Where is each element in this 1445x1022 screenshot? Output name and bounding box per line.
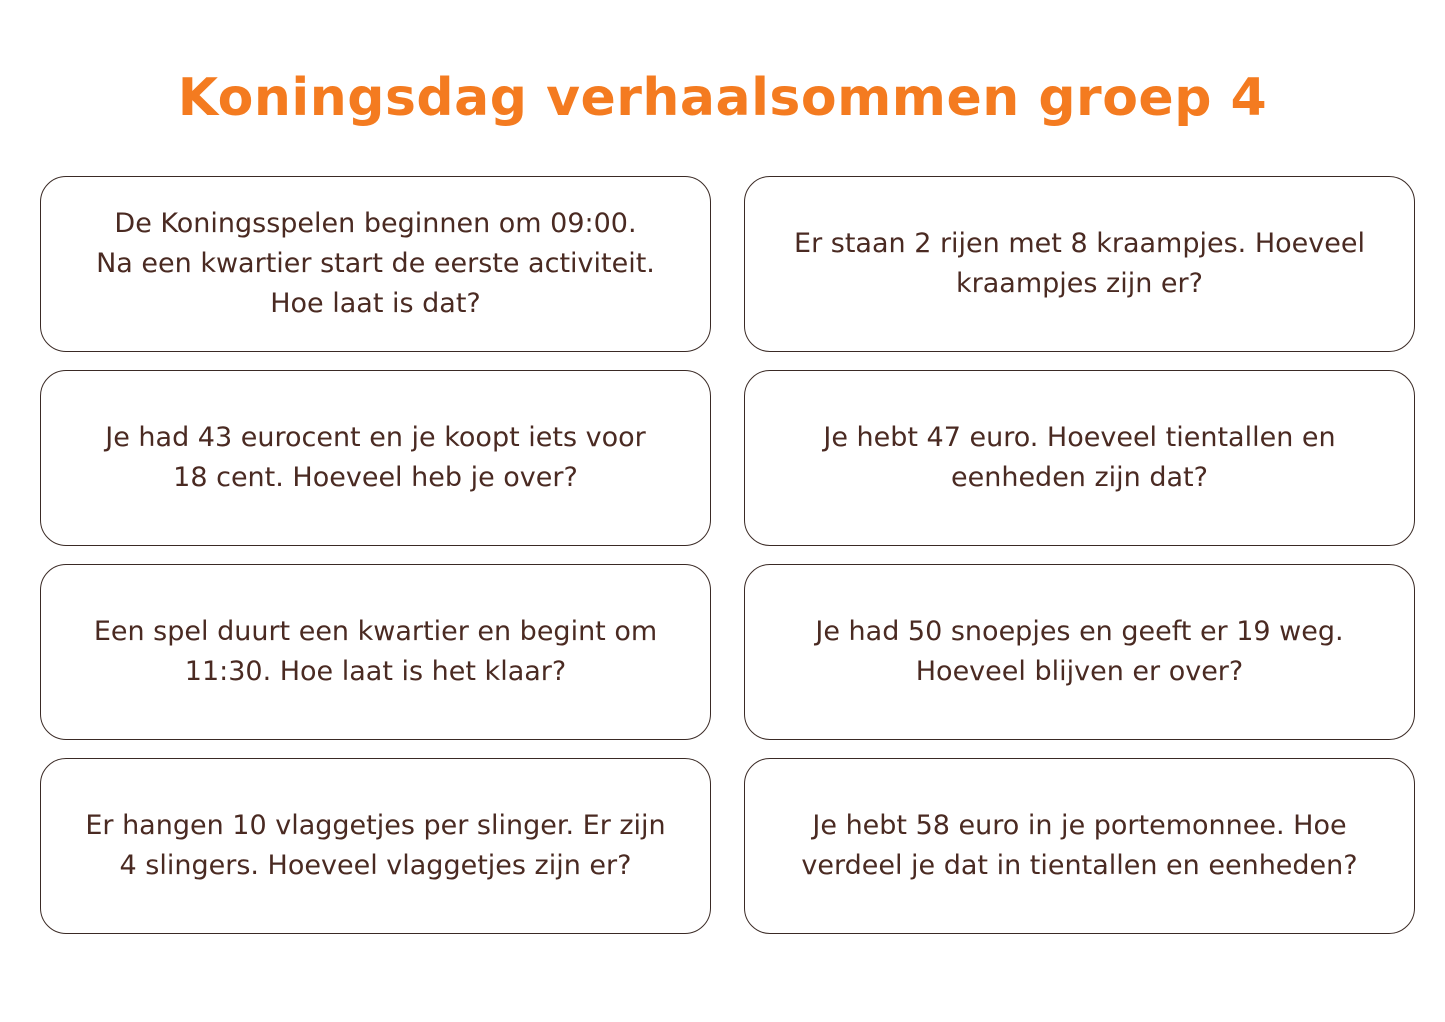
- problem-text: Je hebt 58 euro in je portemonnee. Hoe verdeel je dat in tientallen en eenheden?: [801, 810, 1358, 881]
- problem-card-5: [40, 564, 711, 740]
- problem-text: Er staan 2 rijen met 8 kraampjes. Hoeveel kraampjes zijn er?: [794, 228, 1365, 299]
- problem-card-8: [744, 758, 1415, 934]
- problem-card-1: [40, 176, 711, 352]
- problem-text: Een spel duurt een kwartier en begint om 11:30. Hoe laat is het klaar?: [93, 616, 658, 687]
- problem-card-3: [40, 370, 711, 546]
- problem-card-2: [744, 176, 1415, 352]
- page-title: Koningsdag verhaalsommen groep 4: [177, 68, 1268, 128]
- problem-text: Je had 50 snoepjes en geeft er 19 weg. Hoeveel blijven er over?: [815, 616, 1344, 687]
- word-problem-grid: [40, 176, 1415, 934]
- problem-text: Er hangen 10 vlaggetjes per slinger. Er zijn 4 slingers. Hoeveel vlaggetjes zijn er?: [85, 810, 666, 881]
- problem-text: Je had 43 eurocent en je koopt iets voor 18 cent. Hoeveel heb je over?: [105, 422, 646, 493]
- problem-card-7: [40, 758, 711, 934]
- problem-text: De Koningsspelen beginnen om 09:00. Na een kwartier start de eerste activiteit. Hoe laat is dat?: [96, 208, 655, 319]
- problem-card-4: [744, 370, 1415, 546]
- problem-text: Je hebt 47 euro. Hoeveel tientallen en eenheden zijn dat?: [823, 422, 1336, 493]
- problem-card-6: [744, 564, 1415, 740]
